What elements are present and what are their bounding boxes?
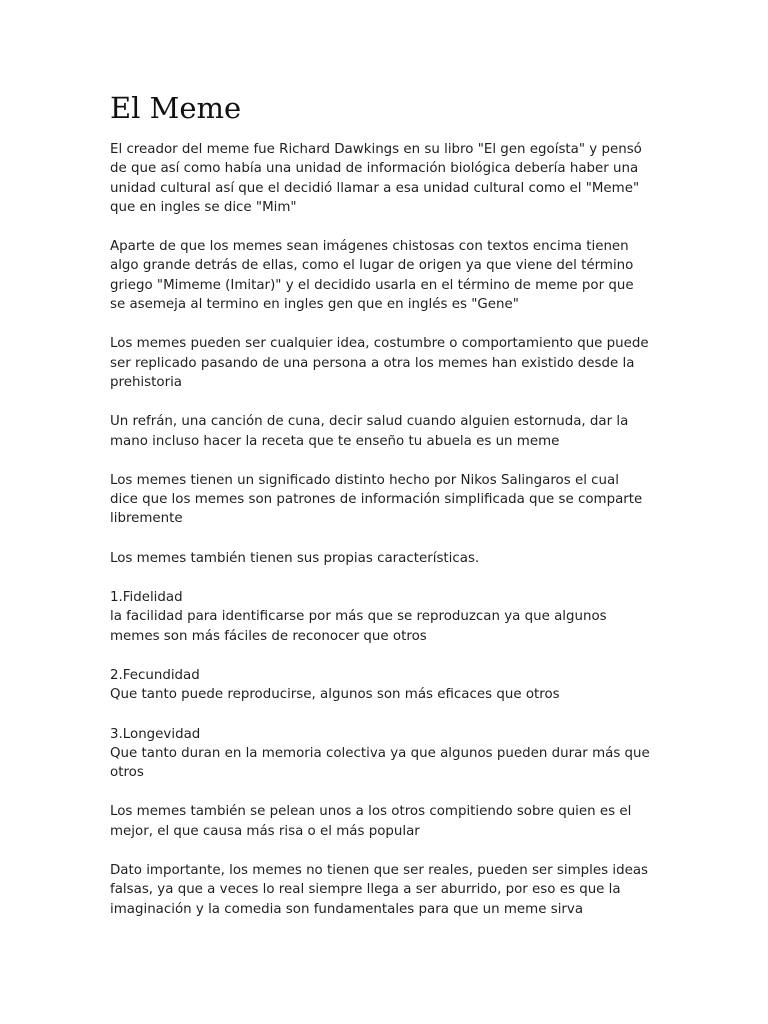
paragraph xyxy=(110,802,662,841)
text-line: se asemeja al termino en ingles gen que en inglés es "Gene" xyxy=(110,297,519,313)
text-line: Los memes también tienen sus propias características. xyxy=(110,550,480,566)
text-line: que en ingles se dice "Mim" xyxy=(110,199,297,215)
paragraph xyxy=(110,549,662,568)
text-line: dice que los memes son patrones de información simplificada que se comparte xyxy=(110,492,643,508)
text-line: Que tanto duran en la memoria colectiva ya que algunos pueden durar más que xyxy=(110,745,650,761)
text-line: imaginación y la comedia son fundamentales para que un meme sirva xyxy=(110,901,584,917)
paragraph xyxy=(110,725,662,783)
text-line: Los memes pueden ser cualquier idea, costumbre o comportamiento que puede xyxy=(110,336,649,352)
text-line: El creador del meme fue Richard Dawkings en su libro "El gen egoísta" y pensó xyxy=(110,142,642,157)
paragraph xyxy=(110,140,662,217)
paragraph xyxy=(110,237,662,314)
text-line: mejor, el que causa más risa o el más popular xyxy=(110,823,420,839)
text-line: 3.Longevidad xyxy=(110,726,201,742)
document-body xyxy=(110,88,662,939)
paragraph xyxy=(110,861,662,919)
text-line: Los memes tienen un significado distinto hecho por Nikos Salingaros el cual xyxy=(110,472,619,488)
paragraph xyxy=(110,471,662,529)
paragraph xyxy=(110,666,662,705)
text-line: falsas, ya que a veces lo real siempre llega a ser aburrido, por eso es que la xyxy=(110,882,621,898)
paragraph xyxy=(110,588,662,646)
text-line: Un refrán, una canción de cuna, decir salud cuando alguien estornuda, dar la xyxy=(110,414,629,430)
text-line: otros xyxy=(110,765,144,781)
text-line: ser replicado pasando de una persona a otra los memes han existido desde la xyxy=(110,355,635,371)
text-line: Que tanto puede reproducirse, algunos son más eficaces que otros xyxy=(110,687,560,703)
text-line: 1.Fidelidad xyxy=(110,590,183,606)
text-line: Aparte de que los memes sean imágenes chistosas con textos encima tienen xyxy=(110,239,629,255)
text-line: unidad cultural así que el decidió llamar a esa unidad cultural como el "Meme" xyxy=(110,180,640,196)
text-line: prehistoria xyxy=(110,374,183,390)
text-line: griego "Mimeme (Imitar)" y el decidido usarla en el término de meme por que xyxy=(110,277,634,293)
text-line: algo grande detrás de ellas, como el lugar de origen ya que viene del término xyxy=(110,258,634,274)
paragraph xyxy=(110,334,662,392)
paragraph-list xyxy=(110,140,662,919)
paragraph xyxy=(110,412,662,451)
text-line: memes son más fáciles de reconocer que otros xyxy=(110,628,427,644)
document-title: El Meme xyxy=(110,91,242,125)
text-line: de que así como había una unidad de información biológica debería haber una xyxy=(110,161,639,177)
text-line: Dato importante, los memes no tienen que ser reales, pueden ser simples ideas xyxy=(110,863,648,879)
text-line: Los memes también se pelean unos a los otros compitiendo sobre quien es el xyxy=(110,804,632,820)
text-line: 2.Fecundidad xyxy=(110,667,200,683)
text-line: libremente xyxy=(110,511,183,527)
text-line: mano incluso hacer la receta que te enseño tu abuela es un meme xyxy=(110,433,560,449)
text-line: la facilidad para identificarse por más que se reproduzcan ya que algunos xyxy=(110,609,607,625)
